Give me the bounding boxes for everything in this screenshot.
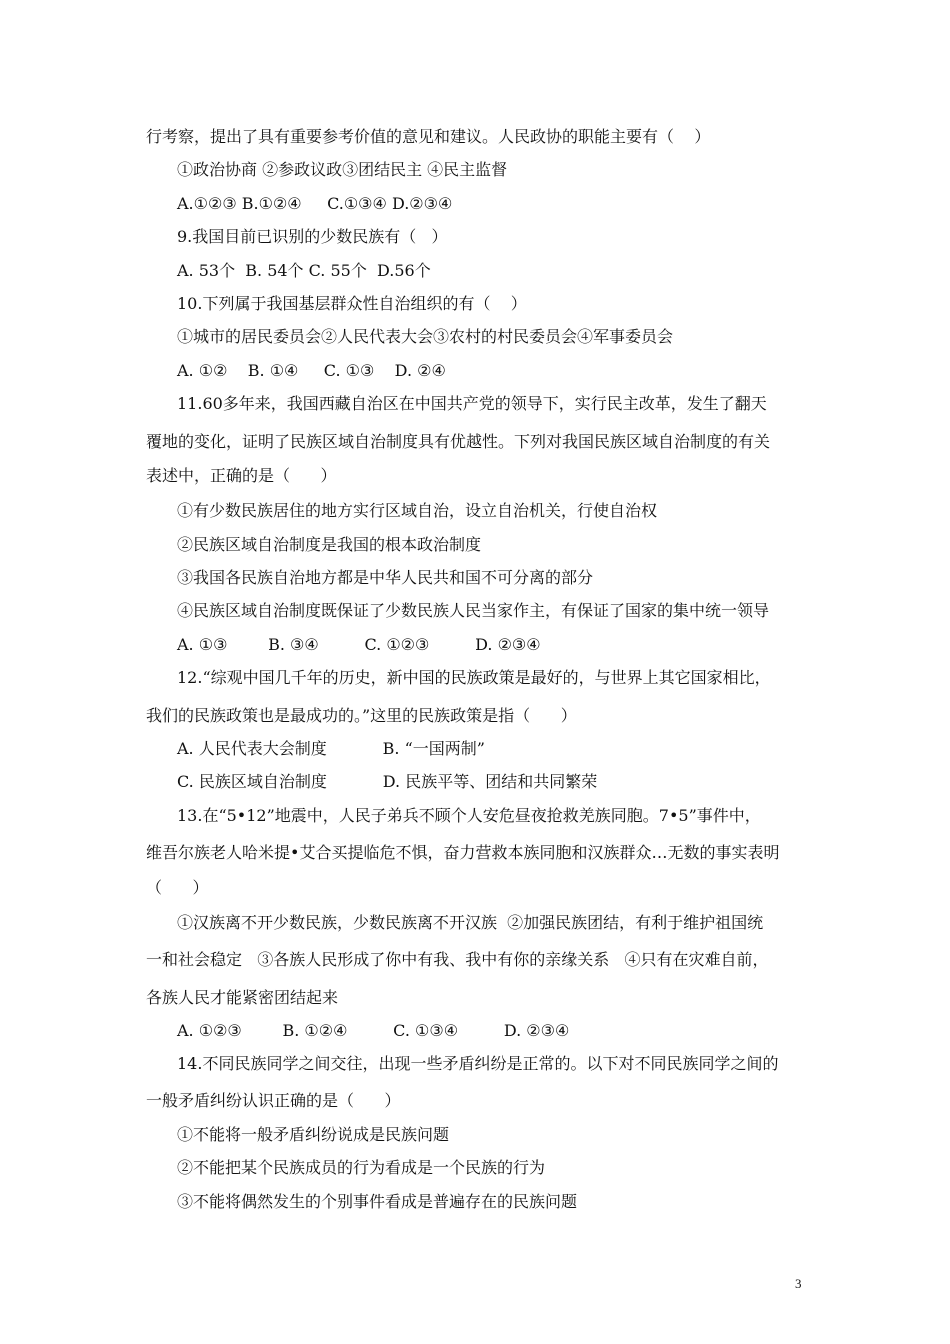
- text-line: A. ①②③ B. ①②④ C. ①③④ D. ②③④: [177, 1021, 570, 1040]
- text-line: 行考察，提出了具有重要参考价值的意见和建议。人民政协的职能主要有（ ）: [146, 127, 711, 146]
- text-line: ④民族区域自治制度既保证了少数民族人民当家作主，有保证了国家的集中统一领导: [177, 601, 770, 620]
- text-line: 我们的民族政策也是最成功的。”这里的民族政策是指（ ）: [146, 706, 577, 725]
- text-line: 13.在“5•12”地震中，人民子弟兵不顾个人安危昼夜抢救羌族同胞。7•5”事件中，: [177, 806, 761, 825]
- text-line: ②民族区域自治制度是我国的根本政治制度: [177, 535, 482, 554]
- text-line: A.①②③ B.①②④ C.①③④ D.②③④: [177, 194, 453, 213]
- text-line: 各族人民才能紧密团结起来: [146, 988, 339, 1007]
- text-line: 一般矛盾纠纷认识正确的是（ ）: [146, 1091, 401, 1110]
- text-line: ①汉族离不开少数民族，少数民族离不开汉族 ②加强民族团结，有利于维护祖国统: [177, 913, 764, 932]
- text-line: 14.不同民族同学之间交往，出现一些矛盾纠纷是正常的。以下对不同民族同学之间的: [177, 1054, 779, 1073]
- text-line: A. 人民代表大会制度 B. “一国两制”: [177, 739, 485, 758]
- text-line: C. 民族区域自治制度 D. 民族平等、团结和共同繁荣: [177, 772, 598, 791]
- page-number: 3: [795, 1276, 802, 1291]
- text-line: ①城市的居民委员会②人民代表大会③农村的村民委员会④军事委员会: [177, 327, 674, 346]
- text-line: （ ）: [146, 878, 209, 897]
- text-line: ③不能将偶然发生的个别事件看成是普遍存在的民族问题: [177, 1192, 578, 1211]
- text-line: A. ①③ B. ③④ C. ①②③ D. ②③④: [177, 635, 541, 654]
- text-line: 9.我国目前已识别的少数民族有（ ）: [177, 227, 448, 246]
- text-line: 表述中，正确的是（ ）: [146, 466, 337, 485]
- text-line: 覆地的变化，证明了民族区域自治制度具有优越性。下列对我国民族区域自治制度的有关: [146, 432, 771, 451]
- text-line: ③我国各民族自治地方都是中华人民共和国不可分离的部分: [177, 568, 594, 587]
- text-line: A. ①② B. ①④ C. ①③ D. ②④: [177, 361, 446, 380]
- text-line: 11.60多年来，我国西藏自治区在中国共产党的领导下，实行民主改革，发生了翻天: [177, 394, 767, 413]
- text-line: 12.“综观中国几千年的历史，新中国的民族政策是最好的，与世界上其它国家相比，: [177, 668, 771, 687]
- text-line: ①有少数民族居住的地方实行区域自治，设立自治机关，行使自治权: [177, 501, 658, 520]
- text-line: ②不能把某个民族成员的行为看成是一个民族的行为: [177, 1158, 546, 1177]
- text-line: 10.下列属于我国基层群众性自治组织的有（ ）: [177, 294, 527, 313]
- text-line: 一和社会稳定 ③各族人民形成了你中有我、我中有你的亲缘关系 ④只有在灾难自前，: [146, 950, 769, 969]
- text-line: 维吾尔族老人哈米提•艾合买提临危不惧，奋力营救本族同胞和汉族群众…无数的事实表明: [146, 843, 780, 862]
- text-line: A. 53个 B. 54个 C. 55个 D.56个: [177, 261, 431, 280]
- text-line: ①政治协商 ②参政议政③团结民主 ④民主监督: [177, 160, 508, 179]
- text-line: ①不能将一般矛盾纠纷说成是民族问题: [177, 1125, 450, 1144]
